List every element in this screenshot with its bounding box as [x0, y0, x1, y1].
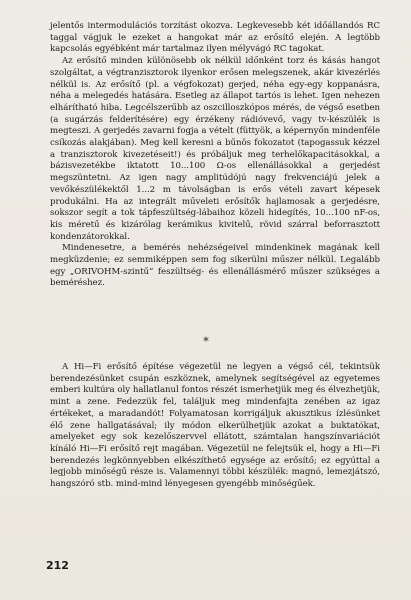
paragraph-3: Mindenesetre, a bemérés nehézségeivel mindenkinek magának kell megküzdenie; ez semmiképpen sem fog sikerülni műszer nélkül. Legalább egy „ORIVOHM-szintű” feszültség- és ellenállásmérő műszer szükséges a beméréshez. [50, 243, 380, 289]
paragraph-2: Az erősítő minden különösebb ok nélkül időnként torz és kásás hangot szolgáltat, a végtranzisztorok ilyenkor erősen melegszenek, akár kivezérlés nélkül is. Az erősítő (pl. a végfokozat) gerjed, néha egy-egy koppanásra, néha a melegedés hatására. Esetleg az állapot tartós is lehet. Igen nehezen elhárítható hiba. Legcélszerűbb az oszcilloszkópos mérés, de végső esetben (a sugárzás felderítésére) egy érzékeny rádióvevő, vagy tv-készülék is megteszi. A gerjedés zavarni fogja a vételt (füttyök, a képernyőn mindenféle csíkozás alakjában). Meg kell keresni a bűnös fokozatot (tapogassuk kézzel a tranzisztorok kivezetéseit!) és próbáljuk meg terhelőkapacitásokkal, a bázisvezetékbe iktatott 10...100 Ω-os ellenállásokkal a gerjedést megszüntetni. Az igen nagy amplitúdójú nagy frekvenciájú jelek a vevőkészülékektől 1...2 m távolságban is erős vételi zavart képesek produkálni. Ha az integrált műveleti erősítők hajlamosak a gerjedésre, sokszor segít a tok tápfeszültség-lábaihoz közeli hidegítés, 10...100 nF-os, kis méretű és kizárólag kerámikus kivitelű, rövid szárral beforrasztott kondenzátorokkal. [50, 56, 380, 242]
text-section-top [50, 21, 380, 290]
text-section-bottom [50, 362, 380, 491]
page-number: 212 [46, 559, 69, 572]
paragraph-1: jelentős intermodulációs torzítást okozva. Legkevesebb két időállandós RC taggal vágjuk le ezeket a hangokat már az erősítő elején. A legtöbb kapcsolás egyébként már tartalmaz ilyen mélyvágó RC tagokat. [50, 21, 380, 55]
section-separator: * [203, 335, 209, 348]
paragraph-4: A Hi—Fi erősítő építése végezetül ne legyen a végső cél, tekintsük berendezésünket csupán eszköznek, amelynek segítségével az egyetemes emberi kultúra oly hallatlanul fontos részét ismerhetjük meg és élvezhetjük, mint a zene. Fedezzük fel, találjuk meg mindenfajta zenében az igaz értékeket, a maradandót! Folyamatosan korrigáljuk akusztikus ízlésünket élő zene hallgatásával; ily módon elkerülhetjük azokat a buktatókat, amelyeket egy sok kezelőszervvel ellátott, számtalan hangszínvariációt kínáló Hi—Fi erősítő rejt magában. Végezetül ne felejtsük el, hogy a Hi—Fi berendezés legkönnyebben elkészíthető egysége az erősítő; ez egyúttal a legjobb minőségű része is. Valamennyi többi készülék: magnó, lemezjátszó, hangszóró stb. mind-mind lényegesen gyengébb minőségűek. [50, 362, 380, 490]
